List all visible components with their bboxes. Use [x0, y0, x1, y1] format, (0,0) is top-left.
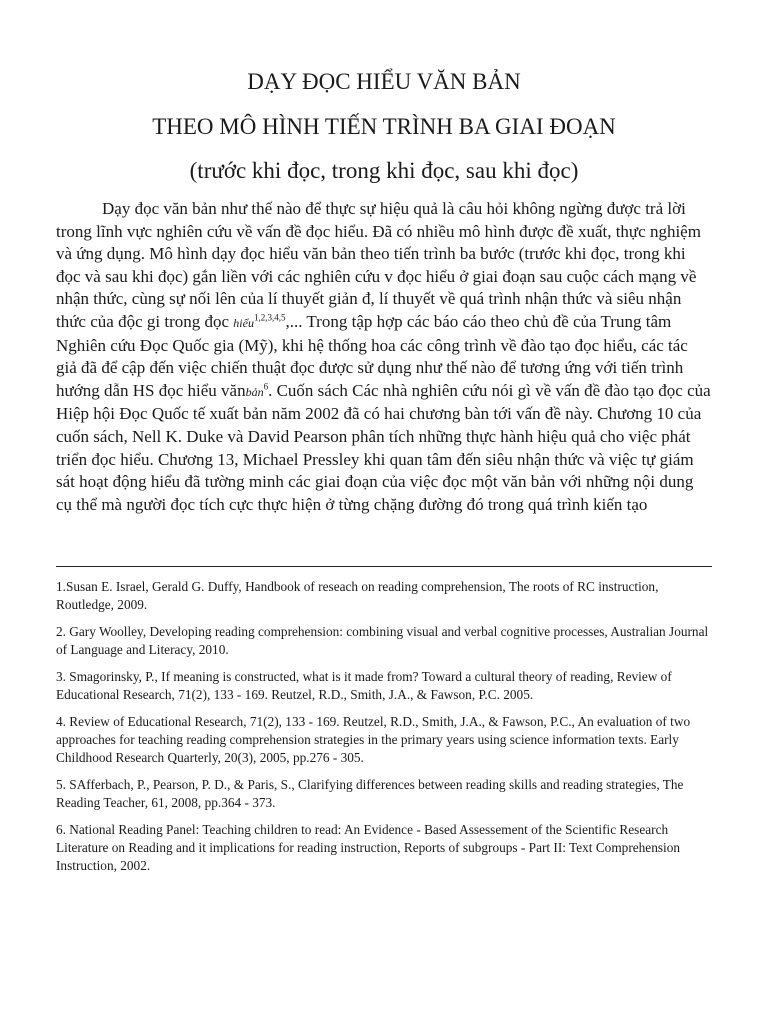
footnote-4: 4. Review of Educational Research, 71(2), 133 - 169. Reutzel, R.D., Smith, J.A., & Fawson, P.C., An evaluation of two approaches for teaching reading comprehension strategies in the primary years using science information texts. Early Childhood Research Quarterly, 20(3), 2005, pp.276 - 305.: [56, 714, 691, 765]
footnotes-section: [56, 578, 716, 884]
body-text-part-1: Dạy đọc văn bản như thế nào để thực sự hiệu quả là câu hỏi không ngừng được trả lời trong lĩnh vực nghiên cứu về vấn đề đọc hiểu. Đã có nhiều mô hình được đề xuất, thực nghiệm và ứng dụng. Mô hình dạy đọc hiểu văn bản theo tiến trình ba bước (trước khi đọc, trong khi đọc và sau khi đọc) gắn liền với các nghiên cứu v đọc hiểu ở giai đoạn sau cuộc cách mạng về nhận thức, cùng sự nối lên của lí thuyết giản đ, lí thuyết về quá trình nhận thức và siêu nhận thức của độc gi trong đọc: [56, 199, 701, 331]
body-inline-ban: bản: [245, 384, 264, 399]
footnote-5: 5. SAfferbach, P., Pearson, P. D., & Paris, S., Clarifying differences between reading skills and reading strategies, The Reading Teacher, 61, 2008, pp.364 - 373.: [56, 777, 684, 810]
body-inline-hieu: hiểu: [233, 315, 254, 330]
body-paragraph: [56, 198, 712, 516]
body-text-part-2: ,... Trong tập hợp các báo cáo theo chủ đề của Trung tâm Nghiên cứu Đọc Quốc gia (Mỹ), khi hệ thống hoa các công trình về đào tạo đọc hiểu, các tác giả đã để cập đến việc chiến thuật đọc được sử dụng như thế nào để tương ứng với tiến trình hướng dẫn HS đọc hiểu văn: [56, 311, 688, 400]
body-text-part-3: . Cuốn sách Các nhà nghiên cứu nói gì về vấn đề đào tạo đọc của Hiệp hội Đọc Quốc tế xuất bản năm 2002 đã có hai chương bàn tới vấn đề này. Chương 10 của cuốn sách, Nell K. Duke và David Pearson phân tích những thực hành hiệu quả cho việc phát triển đọc hiểu. Chương 13, Michael Pressley khi quan tâm đến siêu nhận thức và việc tự giám sát hoạt động hiểu đã tường minh các giai đoạn của việc đọc một văn bản với những nội dung cụ thể mà người đọc tích cực thực hiện ở từng chặng đường đó trong quá trình kiến tạo: [56, 380, 711, 514]
footnote-divider: [56, 566, 712, 567]
footnote-1: 1.Susan E. Israel, Gerald G. Duffy, Handbook of reseach on reading comprehension, The roots of RC instruction, Routledge, 2009.: [56, 579, 659, 612]
footnote-ref-6: 6: [263, 381, 269, 392]
title-line-1: DẠY ĐỌC HIỂU VĂN BẢN: [247, 69, 521, 94]
title-line-2: THEO MÔ HÌNH TIẾN TRÌNH BA GIAI ĐOẠN: [152, 114, 616, 139]
footnote-2: 2. Gary Woolley, Developing reading comprehension: combining visual and verbal cognitive processes, Australian Journal of Language and Literacy, 2010.: [56, 624, 709, 657]
document-page: [56, 68, 712, 533]
title-line-3: (trước khi đọc, trong khi đọc, sau khi đọc): [189, 158, 579, 183]
footnote-3: 3. Smagorinsky, P., If meaning is constructed, what is it made from? Toward a cultural theory of reading, Review of Educational Research, 71(2), 133 - 169. Reutzel, R.D., Smith, J.A., & Fawson, P.C. 2005.: [56, 669, 672, 702]
footnote-6: 6. National Reading Panel: Teaching children to read: An Evidence - Based Assessement of the Scientific Research Literature on Reading and it implications for reading instruction, Reports of subgroups - Part II: Text Comprehension Instruction, 2002.: [56, 822, 681, 873]
footnote-ref-1-5: 1,2,3,4,5: [253, 312, 286, 323]
